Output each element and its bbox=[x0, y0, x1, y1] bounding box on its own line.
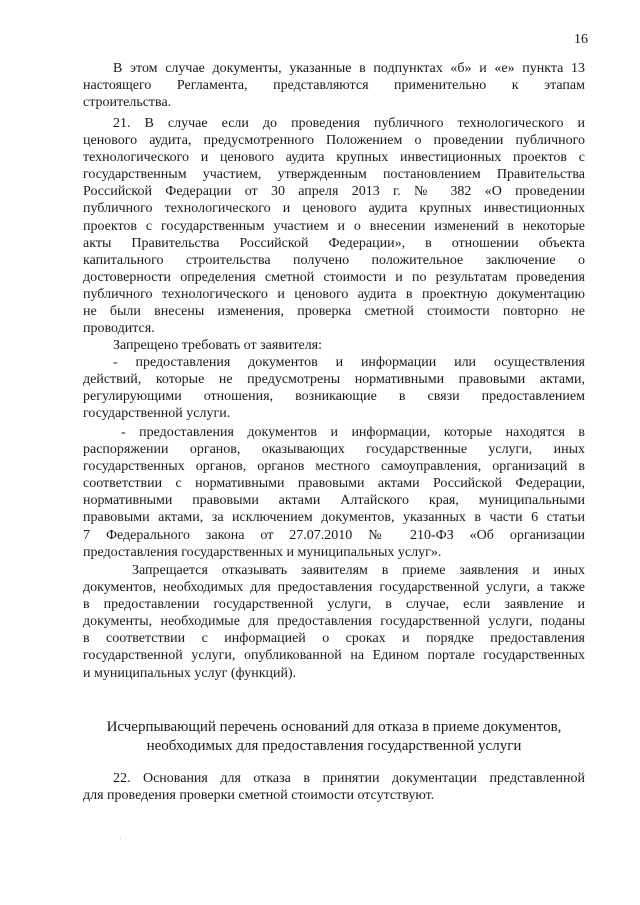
paragraph-item-22 bbox=[83, 770, 585, 804]
text-line: документы, необходимые для предоставления государственной услуги, поданы bbox=[83, 614, 585, 630]
text-line: ценового аудита, предусмотренного Положением о проведении публичного bbox=[83, 133, 585, 149]
heading-line: Исчерпывающий перечень оснований для отказа в приеме документов, bbox=[106, 719, 562, 735]
text-line: предоставления государственных и муниципальных услуг». bbox=[83, 544, 442, 560]
text-line: государственным участием, утвержденным постановлением Правительства bbox=[83, 167, 585, 183]
text-line: регулирующими отношения, возникающие в связи предоставлением bbox=[83, 389, 585, 405]
text-line: 21. В случае если до проведения публичного технологического и bbox=[113, 116, 585, 131]
text-line: нормативными правовыми актами Алтайского края, муниципальными bbox=[83, 493, 585, 509]
paragraph-refusal-prohibited bbox=[83, 562, 585, 682]
paragraph-stage-documents bbox=[83, 60, 585, 111]
text-line: распоряжении органов, оказывающих государственные услуги, иных bbox=[83, 442, 585, 458]
text-line: для проведения проверки сметной стоимости отсутствуют. bbox=[83, 788, 435, 804]
text-line: акты Правительства Российской Федерации», в отношении объекта bbox=[83, 235, 585, 251]
text-line: строительства. bbox=[83, 95, 172, 111]
heading-line: необходимых для предоставления государственной услуги bbox=[146, 738, 522, 754]
text-line: 7 Федерального закона от 27.07.2010 № 210-ФЗ «Об организации bbox=[83, 527, 585, 543]
text-line: Российской Федерации от 30 апреля 2013 г. № 382 «О проведении bbox=[83, 184, 585, 200]
text-line: 22. Основания для отказа в принятии документации представленной bbox=[113, 771, 585, 786]
text-line: в предоставлении государственной услуги, в случае, если заявление и bbox=[83, 597, 585, 613]
paragraph-prohibited-requirements bbox=[83, 337, 585, 422]
text-line: капитального строительства получено положительное заключение о bbox=[83, 252, 585, 268]
text-line: технологического и ценового аудита крупных инвестиционных проектов с bbox=[83, 150, 585, 166]
text-line: публичного технологического и ценового аудита в проектную документацию bbox=[83, 286, 585, 302]
text-line: действий, которые не предусмотрены нормативными правовыми актами, bbox=[83, 372, 585, 388]
text-line: и муниципальных услуг (функций). bbox=[83, 665, 297, 681]
text-line: публичного технологического и ценового аудита крупных инвестиционных bbox=[83, 201, 585, 217]
text-line: Запрещено требовать от заявителя: bbox=[113, 338, 323, 353]
text-line: в соответствии с информацией о сроках и порядке предоставления bbox=[83, 631, 585, 647]
text-line: настоящего Регламента, представляются применительно к этапам bbox=[83, 78, 585, 94]
text-line: соответствии с нормативными правовыми актами Российской Федерации, bbox=[83, 476, 585, 492]
paragraph-documents-in-possession bbox=[83, 424, 585, 561]
text-line: В этом случае документы, указанные в подпунктах «б» и «е» пункта 13 bbox=[113, 61, 585, 76]
text-line: проектов с государственным участием и о внесении изменений в некоторые bbox=[83, 218, 585, 234]
text-line: государственных органов, органов местного самоуправления, организаций в bbox=[83, 459, 585, 475]
text-line: правовыми актами, за исключением документов, указанных в части 6 статьи bbox=[83, 510, 585, 526]
text-line: государственной услуги. bbox=[83, 406, 231, 422]
page-number: 16 bbox=[574, 32, 588, 47]
text-line: документов, необходимых для предоставления государственной услуги, а также bbox=[83, 580, 585, 596]
text-line: не были внесены изменения, проверка сметной стоимости повторно не bbox=[83, 304, 585, 320]
text-line: достоверности определения сметной стоимости и по результатам проведения bbox=[83, 269, 585, 285]
scan-speck bbox=[120, 838, 121, 839]
text-line: - предоставления документов и информации, которые находятся в bbox=[121, 425, 585, 440]
text-line: Запрещается отказывать заявителям в приеме заявления и иных bbox=[132, 563, 585, 578]
section-heading bbox=[83, 718, 585, 756]
paragraph-item-21 bbox=[83, 115, 585, 337]
text-line: - предоставления документов и информации или осуществления bbox=[113, 355, 585, 371]
text-line: государственной услуги, опубликованной на Едином портале государственных bbox=[83, 648, 585, 664]
text-line: проводится. bbox=[83, 321, 155, 337]
